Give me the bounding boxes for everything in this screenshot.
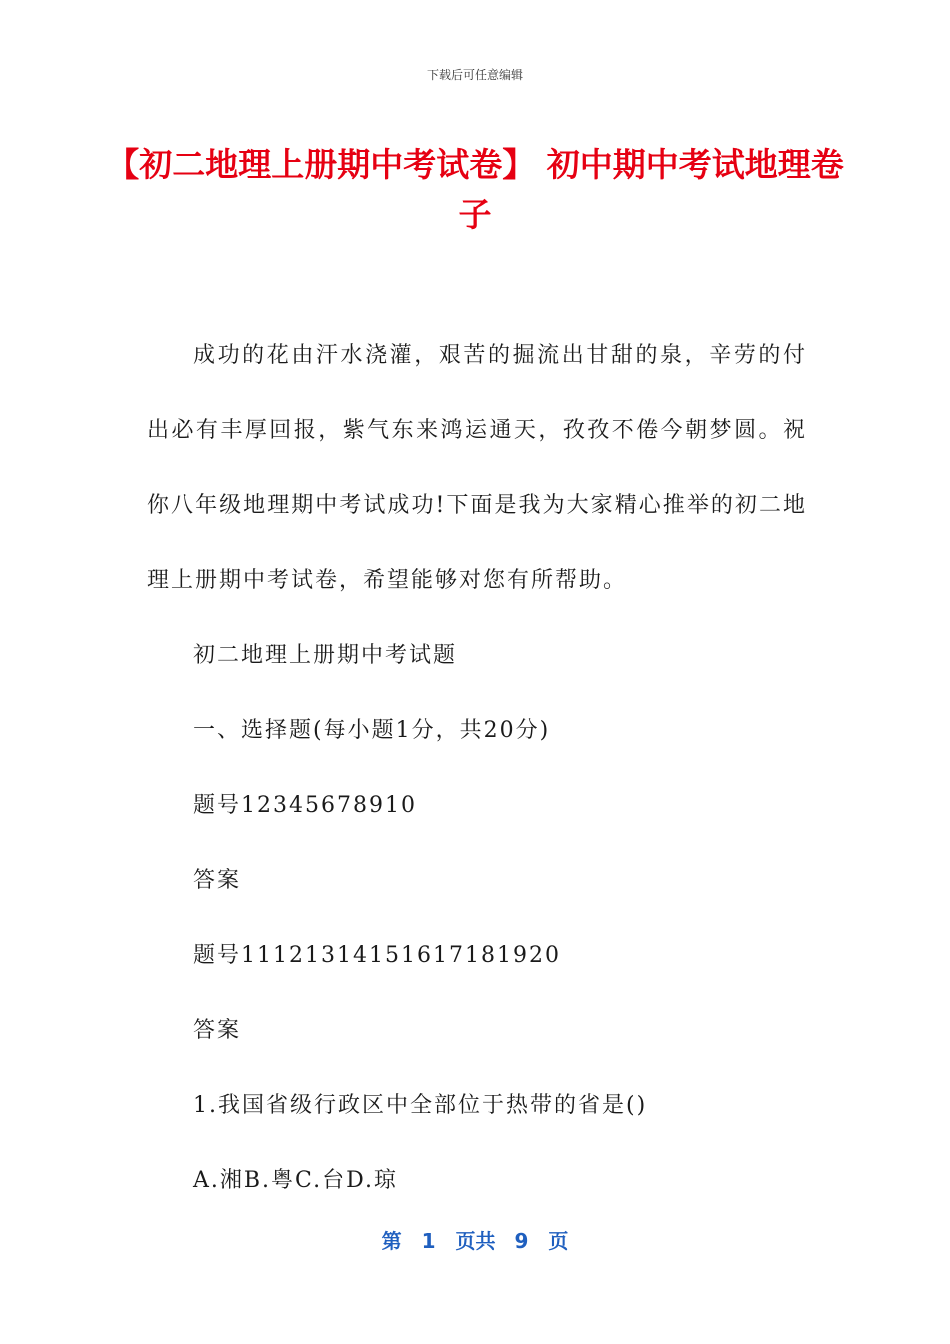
question-options: A.湘B.粤C.台D.琼 — [193, 1168, 398, 1193]
document-title: 【初二地理上册期中考试卷】 初中期中考试地理卷子 — [106, 145, 844, 234]
exam-heading: 初二地理上册期中考试题 — [193, 643, 458, 668]
question-number-row: 题号12345678910 — [193, 793, 417, 818]
section-heading: 一、选择题(每小题1分，共20分) — [193, 718, 551, 743]
question-number-row: 题号11121314151617181920 — [193, 943, 561, 968]
question-text: 1.我国省级行政区中全部位于热带的省是() — [193, 1093, 648, 1118]
document-body — [147, 318, 807, 1218]
answer-row: 答案 — [193, 1018, 242, 1043]
answer-row: 答案 — [193, 868, 242, 893]
page-footer: 第 1 页共 9 页 — [381, 1229, 569, 1253]
header-note: 下载后可任意编辑 — [426, 68, 523, 82]
intro-paragraph: 成功的花由汗水浇灌，艰苦的掘流出甘甜的泉，辛劳的付出必有丰厚回报，紫气东来鸿运通天，孜孜不倦今朝梦圆。祝你八年级地理期中考试成功!下面是我为大家精心推举的初二地理上册期中考试卷，希望能够对您有所帮助。 — [147, 343, 807, 593]
